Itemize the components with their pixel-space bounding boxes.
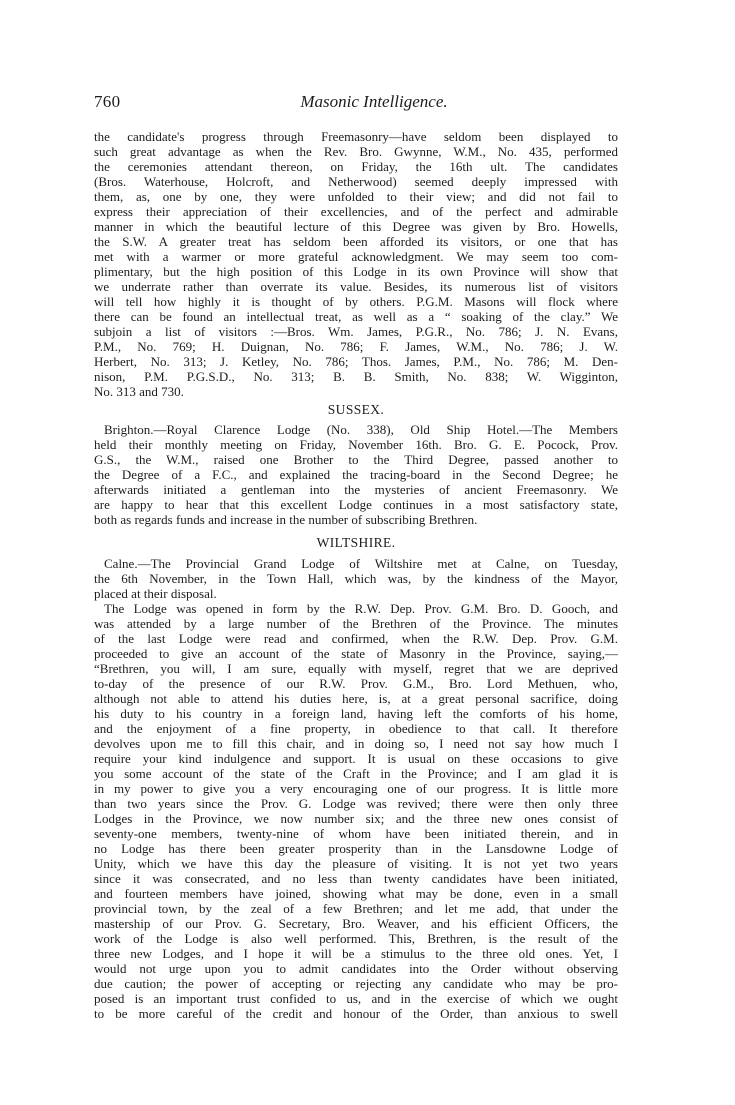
text-line: will tell how highly it is thought of by others. P.G.M. Masons will flock where [94, 294, 618, 309]
text-line: require your kind indulgence and support. It is usual on these occasions to give [94, 751, 618, 766]
text-line: provincial town, by the zeal of a few Brethren; and let me add, that under the [94, 901, 618, 916]
text-line: are happy to hear that this excellent Lodge continues in a most satisfactory state, [94, 497, 618, 512]
text-line: Unity, which we have this day the pleasure of visiting. It is not yet two years [94, 856, 618, 871]
text-line: met with a warmer or more grateful acknowledgment. We may seem too com- [94, 249, 618, 264]
text-line: would not urge upon you to admit candidates into the Order without observing [94, 961, 618, 976]
text-line: and fourteen members have joined, showing what may be done, even in a small [94, 886, 618, 901]
text-line: proceeded to give an account of the state of Masonry in the Province, saying,— [94, 646, 618, 661]
text-line: was attended by a large number of the Brethren of the Province. The minutes [94, 616, 618, 631]
text-line: you some account of the state of the Craft in the Province; and I am glad it is [94, 766, 618, 781]
text-line: nison, P.M. P.G.S.D., No. 313; B. B. Smith, No. 838; W. Wigginton, [94, 369, 618, 384]
text-line: in my power to give you a very encouraging one of our progress. It is little more [94, 781, 618, 796]
page-number: 760 [94, 92, 121, 111]
text-line: The Lodge was opened in form by the R.W. Dep. Prov. G.M. Bro. D. Gooch, and [104, 601, 618, 616]
text-line: G.S., the W.M., raised one Brother to the Third Degree, passed another to [94, 452, 618, 467]
text-line: held their monthly meeting on Friday, November 16th. Bro. G. E. Pocock, Prov. [94, 437, 618, 452]
text-line: afterwards initiated a gentleman into the mysteries of ancient Freemasonry. We [94, 482, 618, 497]
text-line: posed is an important trust confided to us, and in the exercise of which we ought [94, 991, 618, 1006]
text-line: work of the Lodge is also well performed. This, Brethren, is the result of the [94, 931, 618, 946]
running-title: Masonic Intelligence. [300, 92, 448, 111]
text-line: to be more careful of the credit and honour of the Order, than anxious to swell [94, 1006, 618, 1021]
text-line: manner in which the beautiful lecture of this Degree was given by Bro. Howells, [94, 219, 618, 234]
text-line: and the enjoyment of a fine property, in obedience to that call. It therefore [94, 721, 618, 736]
text-line: (Bros. Waterhouse, Holcroft, and Netherwood) seemed deeply impressed with [94, 174, 618, 189]
text-line: them, as, one by one, they were unfolded to their view; and did not fail to [94, 189, 618, 204]
text-line: placed at their disposal. [94, 586, 217, 601]
text-line: express their appreciation of their excellencies, and of the perfect and admirable [94, 204, 618, 219]
text-line: “Brethren, you will, I am sure, equally with myself, regret that we are deprived [94, 661, 618, 676]
text-line: no Lodge has there been greater prosperity than in the Lansdowne Lodge of [94, 841, 618, 856]
text-line: the 6th November, in the Town Hall, which was, by the kindness of the Mayor, [94, 571, 618, 586]
text-line: than two years since the Prov. G. Lodge was revived; there were then only three [94, 796, 618, 811]
text-line: plimentary, but the high position of this Lodge in its own Province will show that [94, 264, 618, 279]
text-line: No. 313 and 730. [94, 384, 184, 399]
section-heading: WILTSHIRE. [316, 535, 396, 550]
text-line: P.M., No. 769; H. Duignan, No. 786; F. James, W.M., No. 786; J. W. [94, 339, 618, 354]
text-line: due caution; the power of accepting or rejecting any candidate who may be pro- [94, 976, 618, 991]
text-line: to-day of the presence of our R.W. Prov. G.M., Bro. Lord Methuen, who, [94, 676, 618, 691]
text-line: his duty to his country in a foreign land, having left the comforts of his home, [94, 706, 618, 721]
text-line: we underrate rather than overrate its value. Besides, its numerous list of visitors [94, 279, 618, 294]
text-line: Brighton.—Royal Clarence Lodge (No. 338), Old Ship Hotel.—The Members [104, 422, 618, 437]
text-line: there can be found an intellectual treat, as well as a “ soaking of the clay.” We [94, 309, 618, 324]
text-line: subjoin a list of visitors :—Bros. Wm. James, P.G.R., No. 786; J. N. Evans, [94, 324, 618, 339]
text-line: such great advantage as when the Rev. Bro. Gwynne, W.M., No. 435, performed [94, 144, 618, 159]
text-line: the S.W. A greater treat has seldom been afforded its visitors, or one that has [94, 234, 618, 249]
text-line: devolves upon me to fill this chair, and in doing so, I need not say how much I [94, 736, 618, 751]
text-line: seventy-one members, twenty-nine of whom have been initiated therein, and in [94, 826, 618, 841]
text-line: Lodges in the Province, we now number six; and the three new ones consist of [94, 811, 618, 826]
text-line: Calne.—The Provincial Grand Lodge of Wiltshire met at Calne, on Tuesday, [104, 556, 618, 571]
text-line: of the last Lodge were read and confirmed, when the R.W. Dep. Prov. G.M. [94, 631, 618, 646]
section-heading: SUSSEX. [327, 402, 385, 417]
text-line: the Degree of a F.C., and explained the tracing-board in the Second Degree; he [94, 467, 618, 482]
text-line: mastership of our Prov. G. Secretary, Bro. Weaver, and his efficient Officers, the [94, 916, 618, 931]
text-line [94, 1021, 618, 1036]
text-line: both as regards funds and increase in the number of subscribing Brethren. [94, 512, 478, 527]
running-head [94, 92, 654, 116]
text-line: although not able to attend his duties here, is, at a great personal sacrifice, doing [94, 691, 618, 706]
text-line: the ceremonies attendant thereon, on Friday, the 16th ult. The candidates [94, 159, 618, 174]
text-line: three new Lodges, and I hope it will be a stimulus to the three old ones. Yet, I [94, 946, 618, 961]
text-line: Herbert, No. 313; J. Ketley, No. 786; Thos. James, P.M., No. 786; M. Den- [94, 354, 618, 369]
text-line: the candidate's progress through Freemasonry—have seldom been displayed to [94, 129, 618, 144]
text-line: since it was consecrated, and no less than twenty candidates have been initiated, [94, 871, 618, 886]
